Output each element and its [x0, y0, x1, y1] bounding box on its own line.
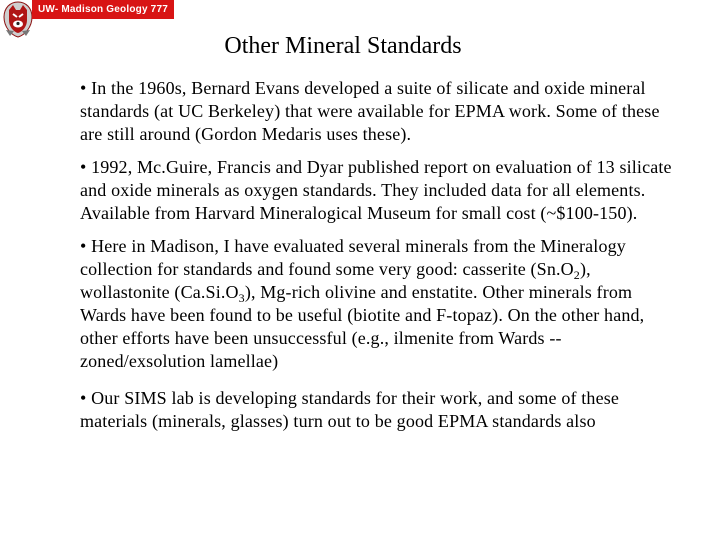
bullet-evans: • In the 1960s, Bernard Evans developed a suite of silicate and oxide mineral standards (at UC Berkeley) that were available for EPMA work. Some of these are still around (Gordon Medaris uses these). [80, 78, 660, 144]
madison-text-1: • Here in Madison, I have evaluated several minerals from the Mineralogy collection for standards and found some very good: casserite ( [80, 236, 626, 279]
casio3-subscript: 3 [238, 291, 245, 305]
course-badge: UW- Madison Geology 777 [32, 0, 174, 19]
bullet-mcguire: • 1992, Mc.Guire, Francis and Dyar published report on evaluation of 13 silicate and oxide minerals as oxygen standards. They included data for all elements. Available from Harvard Mineralogical Museum for small cost (~$100-150). [80, 157, 672, 223]
bullet-list [80, 77, 680, 443]
casio3-formula: Ca.Si.O [180, 282, 239, 302]
slide-title-text: Other Mineral Standards [224, 33, 462, 59]
madison-text-3: ), Mg-rich olivine and enstatite. Other minerals from Wards have been found to be useful (biotite and F-topaz). On the other hand, other efforts have been unsuccessful (e.g., ilmenite from Wards -- zoned/exsolution lamellae) [80, 282, 645, 371]
bullet-sims: • Our SIMS lab is developing standards for their work, and some of these materials (minerals, glasses) turn out to be good EPMA standards also [80, 388, 620, 431]
slide-title [0, 33, 720, 60]
bullet-madison [80, 235, 680, 373]
madison-text-2: ), wollastonite ( [80, 259, 591, 302]
sno2-formula: Sn.O [536, 259, 574, 279]
sno2-subscript: 2 [573, 268, 580, 282]
